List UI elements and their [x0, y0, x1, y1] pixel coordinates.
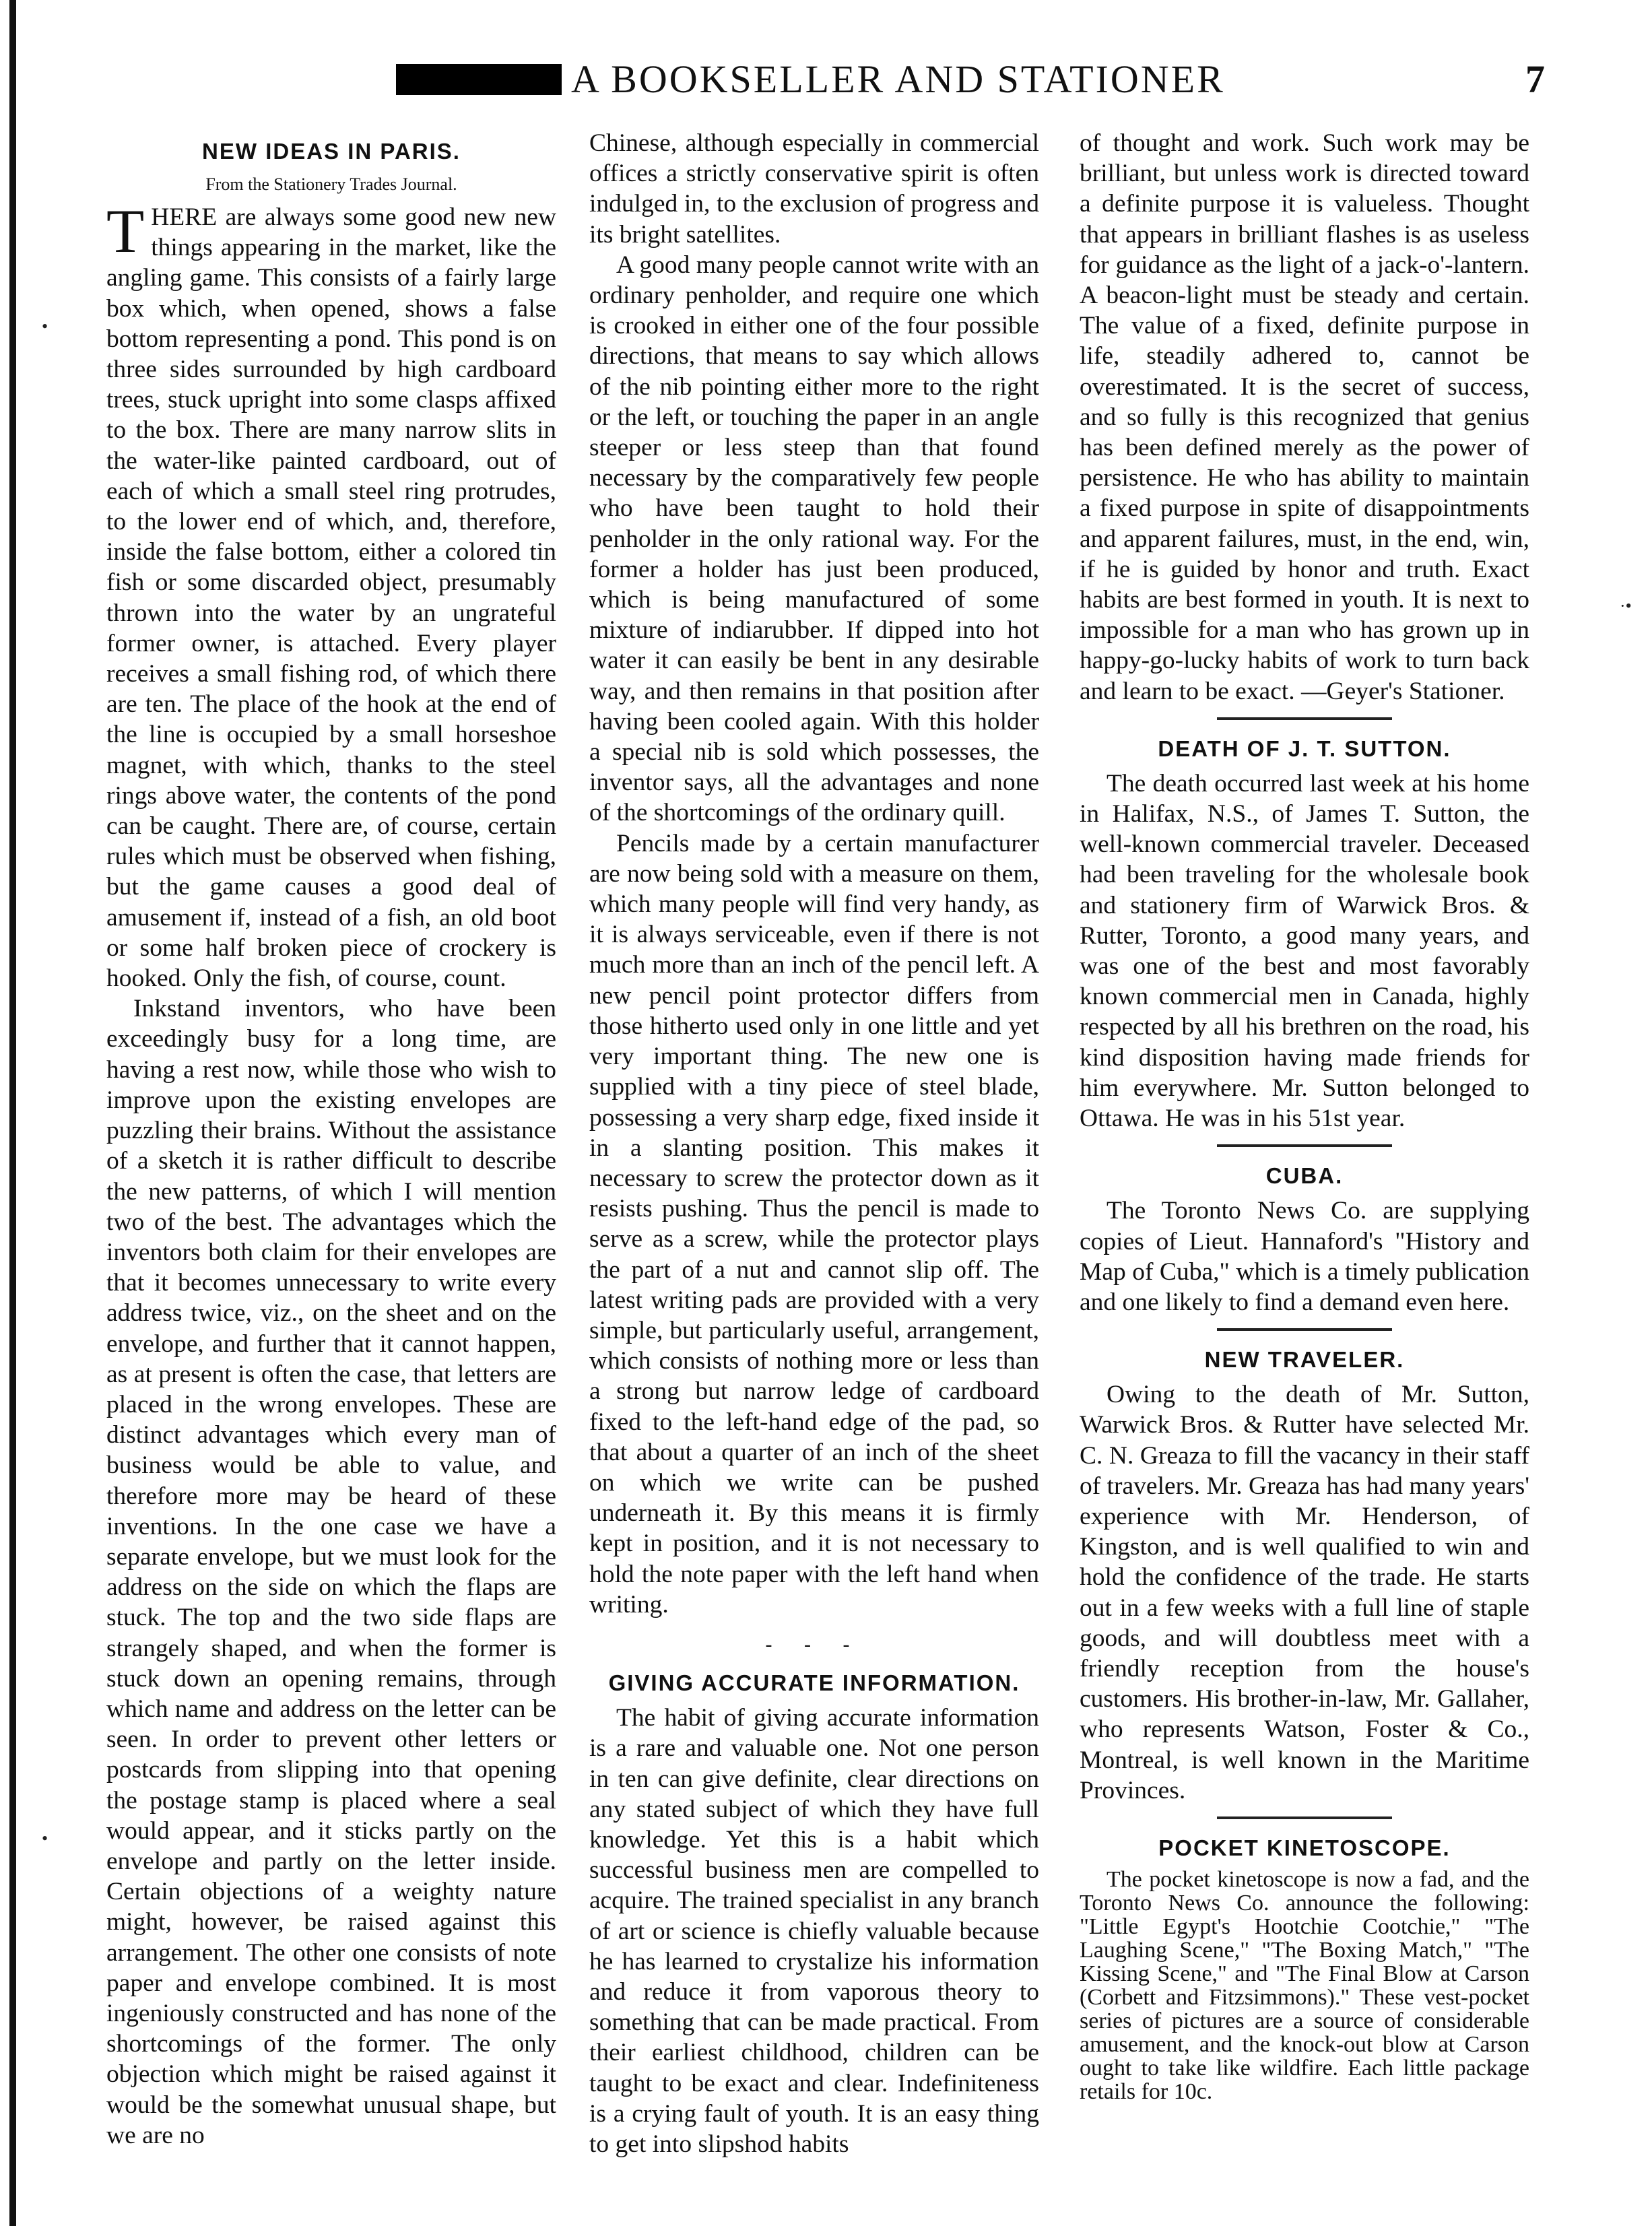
heading-new-ideas-in-paris: NEW IDEAS IN PARIS.: [202, 139, 461, 164]
running-title: A BOOKSELLER AND STATIONER: [571, 57, 1225, 101]
heading-death-of-sutton: DEATH OF J. T. SUTTON.: [1158, 735, 1451, 761]
paragraph: A good many people cannot write with an ordinary penholder, and require one which is crooked in either one of the four possible directions, that means to say which allows of the nib pointing either more to the right or the left, or touching the paper in an angle steeper or less steep than that found necessary by the comparatively few people who have been taught to hold their penholder in the only rational way. For the former a holder has just been produced, which is being manufactured of some mixture of indiarubber. If dipped into hot water it can easily be bent in any desirable way, and then remains in that position after having been cooled again. With this holder a special nib is sold which possesses, the inventor says, all the advantages and none of the shortcomings of the ordinary quill.: [589, 251, 1039, 827]
paragraph: The Toronto News Co. are supplying copies of Lieut. Hannaford's "History and Map of Cuba," which is a timely publication and one likely to find a demand even here.: [1080, 1197, 1529, 1316]
paragraph-continued: of thought and work. Such work may be brilliant, but unless work is directed toward a definite purpose it is valueless. Thought that appears in brilliant flashes is as useless for guidance as the light of a jack-o'-lantern. A beacon-light must be steady and certain. The value of a fixed, definite purpose in life, steadily adhered to, cannot be overestimated. It is the secret of success, and so fully is this recognized that genius has been defined merely as the power of persistence. He who has ability to maintain a fixed purpose in spite of disappointments and apparent failures, must, in the end, win, if he is guided by honor and truth. Exact habits are best formed in youth. It is next to impossible for a man who has grown up in happy-go-lucky habits of work to turn back and learn to be exact. —Geyer's Stationer.: [1080, 129, 1529, 705]
heading-giving-accurate-information: GIVING ACCURATE INFORMATION.: [608, 1670, 1020, 1696]
separator-rule: [1217, 717, 1392, 720]
margin-mark: ·•: [1620, 596, 1632, 616]
heading-new-traveler: NEW TRAVELER.: [1204, 1347, 1405, 1373]
source-credit: From the Stationery Trades Journal.: [205, 174, 457, 194]
column-2: [589, 128, 1039, 2159]
heading-cuba: CUBA.: [1265, 1163, 1344, 1189]
separator-dots: - - -: [765, 1633, 863, 1656]
separator-rule: [1217, 1144, 1392, 1147]
paragraph-continued: Chinese, although especially in commercial offices a strictly conservative spirit is often indulged in, to the exclusion of progress and its bright satellites.: [589, 129, 1039, 249]
paragraph: The death occurred last week at his home in Halifax, N.S., of James T. Sutton, the well-known commercial traveler. Deceased had been traveling for the wholesale book and stationery firm of Warwick Bros. & Rutter, Toronto, a good many years, and was one of the best and most favorably known commercial men in Canada, highly respected by all his brethren on the road, his kind disposition having made friends for him everywhere. Mr. Sutton belonged to Ottawa. He was in his 51st year.: [1080, 769, 1529, 1133]
heading-pocket-kinetoscope: POCKET KINETOSCOPE.: [1158, 1835, 1451, 1860]
page-edge-rule: [9, 0, 16, 2226]
paragraph: The pocket kinetoscope is now a fad, and the Toronto News Co. announce the following: "Little Egypt's Hootchie Cootchie," "The Laughing Scene," "The Boxing Match," "The Kissing Scene," and "The Final Blow at Carson (Corbett and Fitzsimmons)." These vest-pocket series of pictures are a source of considerable amusement, and the knock-out blow at Carson ought to take like wildfire. Each little package retails for 10c.: [1080, 1866, 1529, 2104]
paragraph: Pencils made by a certain manufacturer are now being sold with a measure on them, which many people will find very handy, as it is always serviceable, even if there is not much more than an inch of the pencil left. A new pencil point protector differs from those hitherto used only in one little and yet very important thing. The new one is supplied with a tiny piece of steel blade, possessing a very sharp edge, fixed inside it in a slanting position. This makes it necessary to screw the protector down as it resists pushing. Thus the pencil is made to serve as a screw, while the protector plays the part of a nut and cannot slip off. The latest writing pads are provided with a very simple, but particularly useful, arrangement, which consists of nothing more or less than a strong but narrow ledge of cardboard fixed to the left-hand edge of the pad, so that about a quarter of an inch of the sheet on which we write can be pushed underneath it. By this means it is firmly kept in position, and it is not necessary to hold the note paper with the left hand when writing.: [589, 829, 1039, 1618]
column-1: [106, 128, 556, 2151]
paragraph: The habit of giving accurate information is a rare and valuable one. Not one person in ten can give definite, clear directions on any stated subject of which they have full knowledge. Yet this is a habit which successful business men are compelled to acquire. The trained specialist in any branch of art or science is chiefly valuable because he has learned to crystalize his information and reduce it from vaporous theory to something that can be made practical. From their earliest childhood, children can be taught to be exact and clear. Indefiniteness is a crying fault of youth. It is an easy thing to get into slipshod habits: [589, 1704, 1039, 2158]
margin-mark: •: [42, 317, 48, 336]
paragraph: [106, 197, 556, 993]
margin-mark: •: [42, 1829, 48, 1848]
paragraph-text: HERE are always some good new new things appearing in the market, like the angling game. This consists of a fairly large box which, when opened, shows a false bottom representing a pond. This pond is on three sides surrounded by high cardboard trees, stuck upright into some clasps affixed to the box. There are many narrow slits in the water-like painted cardboard, out of each of which a small steel ring protrudes, to the lower end of which, and, therefore, inside the false bottom, either a colored tin fish or some discarded object, presumably thrown into the water by an ungrateful former owner, is attached. Every player receives a small fishing rod, of which there are ten. The place of the hook at the end of the line is occupied by a small horseshoe magnet, with which, thanks to the steel rings above water, the contents of the pond can be caught. There are, of course, certain rules which must be observed when fishing, but the game causes a good deal of amusement if, instead of a fish, an old boot or some half broken piece of crockery is hooked. Only the fish, of course, count.: [106, 203, 556, 993]
paragraph: Inkstand inventors, who have been exceedingly busy for a long time, are having a rest now, while those who wish to improve upon the existing envelopes are puzzling their brains. Without the assistance of a sketch it is rather difficult to describe the new patterns, of which I will mention two of the best. The advantages which the inventors both claim for their envelopes are that it becomes unnecessary to write every address twice, viz., on the sheet and on the envelope, and further that it cannot happen, as at present is often the case, that letters are placed in the wrong envelopes. These are distinct advantages which every man of business would be able to value, and therefore more may be heard of these inventions. In the one case we have a separate envelope, but we must look for the address on the side on which the flaps are stuck. The top and the two side flaps are strangely shaped, and when the former is stuck down an opening remains, through which name and address on the letter can be seen. In order to prevent other letters or postcards from slipping into that opening the postage stamp is placed where a seal would appear, and it sticks partly on the envelope and partly on the letter inside. Certain objections of a weighty nature might, however, be raised against this arrangement. The other one consists of note paper and envelope combined. It is most ingeniously constructed and has none of the shortcomings of the former. The only objection which might be raised against it would be the somewhat unusual shape, but we are no: [106, 995, 556, 2149]
page-number: 7: [1525, 57, 1545, 101]
column-3: [1080, 128, 1529, 2103]
drop-cap: T: [106, 197, 145, 265]
separator-rule: [1217, 1816, 1392, 1819]
separator-rule: [1217, 1328, 1392, 1331]
masthead-blackout: [396, 64, 562, 95]
paragraph: Owing to the death of Mr. Sutton, Warwick Bros. & Rutter have selected Mr. C. N. Greaza to fill the vacancy in their staff of travelers. Mr. Greaza has had many years' experience with Mr. Henderson, of Kingston, and is well qualified to win and hold the confidence of the trade. He starts out in a few weeks with a full line of staple goods, and will doubtless meet with a friendly reception from the house's customers. His brother-in-law, Mr. Gallaher, who represents Watson, Foster & Co., Montreal, is well known in the Maritime Provinces.: [1080, 1381, 1529, 1804]
